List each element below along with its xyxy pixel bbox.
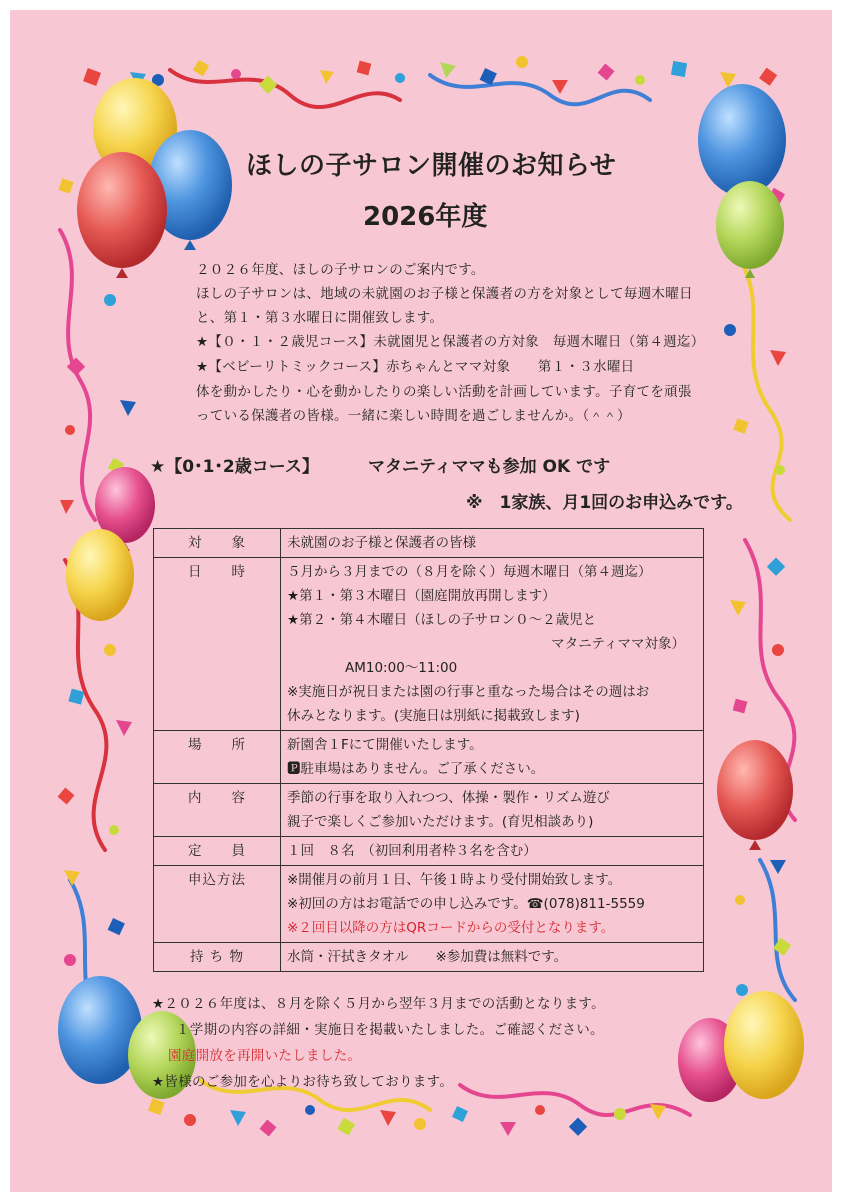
row-label: 日 時 [154, 558, 281, 731]
row-value: 新園舎１Fにて開催いたします。 🅿駐車場はありません。ご了承ください。 [281, 731, 704, 784]
table-row [154, 558, 704, 731]
row-label: 内 容 [154, 784, 281, 837]
table-row [154, 529, 704, 558]
intro-line: 体を動かしたり・心を動かしたりの楽しい活動を計画しています。子育てを頑張 [196, 384, 692, 400]
footer-line: ★皆様のご参加を心よりお待ち致しております。 [152, 1074, 454, 1090]
qr-code-note: ※２回目以降の方はQRコードからの受付となります。 [287, 920, 615, 936]
maternity-note: マタニティママも参加 OK です [368, 457, 611, 477]
row-value: ※開催月の前月１日、午後１時より受付開始致します。 ※初回の方はお電話での申し込みです。☎(078)811-5559 ※２回目以降の方はQRコードからの受付となります。 [281, 866, 704, 943]
row-label: 持 ち 物 [154, 943, 281, 972]
row-value: ５月から３月までの（８月を除く）毎週木曜日（第４週迄） ★第１・第３木曜日（園庭開放再開します） ★第２・第４木曜日（ほしの子サロン０～２歳児と マタニティママ対象） AM10:00～11:00 ※実施日が祝日または園の行事と重なった場合はその週はお 休みとなります。(実施日は別紙に掲載致します) [281, 558, 704, 731]
intro-line: と、第１・第３水曜日に開催致します。 [196, 310, 444, 326]
flyer-title: ほしの子サロン開催のお知らせ [246, 151, 617, 181]
footer-line: １学期の内容の詳細・実施日を掲載いたしました。ご確認ください。 [176, 1022, 604, 1038]
intro-line: ほしの子サロンは、地域の未就園のお子様と保護者の方を対象として毎週木曜日 [196, 286, 693, 302]
row-label: 定 員 [154, 837, 281, 866]
table-row [154, 731, 704, 784]
intro-line: ★【０・１・２歳児コース】未就園児と保護者の方対象 毎週木曜日（第４週迄） [196, 334, 705, 350]
intro-line: ★【ベビーリトミックコース】赤ちゃんとママ対象 第１・３水曜日 [196, 359, 635, 375]
intro-line: っている保護者の皆様。一緒に楽しい時間を過ごしませんか。（＾＾） [196, 408, 631, 424]
balloon-green-top-right [716, 181, 784, 278]
course-info-table [153, 528, 704, 972]
footer-line: ★２０２６年度は、８月を除く５月から翌年３月までの活動となります。 [152, 996, 605, 1012]
table-row [154, 784, 704, 837]
table-row [154, 943, 704, 972]
row-value: 未就園のお子様と保護者の皆様 [281, 529, 704, 558]
row-label: 申込方法 [154, 866, 281, 943]
balloon-yellow-left [66, 529, 134, 621]
row-label: 対 象 [154, 529, 281, 558]
intro-line: ２０２６年度、ほしの子サロンのご案内です。 [196, 262, 485, 278]
balloon-red-right [717, 740, 793, 850]
balloon-yellow-bottom-right [724, 991, 804, 1099]
fiscal-year-heading: 2026年度 [363, 202, 488, 232]
balloon-blue-bottom-left [58, 976, 142, 1084]
row-label: 場 所 [154, 731, 281, 784]
balloon-blue-top-right [698, 84, 786, 196]
row-value: １回 ８名 （初回利用者枠３名を含む） [281, 837, 704, 866]
row-value: 水筒・汗拭きタオル ※参加費は無料です。 [281, 943, 704, 972]
course-heading: ★【0･1･2歳コース】 [150, 457, 319, 477]
row-value: 季節の行事を取り入れつつ、体操・製作・リズム遊び 親子で楽しくご参加いただけます。(育児相談あり) [281, 784, 704, 837]
table-row [154, 837, 704, 866]
balloon-red-top-left [77, 152, 167, 278]
garden-reopen-note: 園庭開放を再開いたしました。 [168, 1048, 362, 1064]
table-row [154, 866, 704, 943]
application-limit-note: ※ 1家族、月1回のお申込みです。 [466, 493, 743, 513]
